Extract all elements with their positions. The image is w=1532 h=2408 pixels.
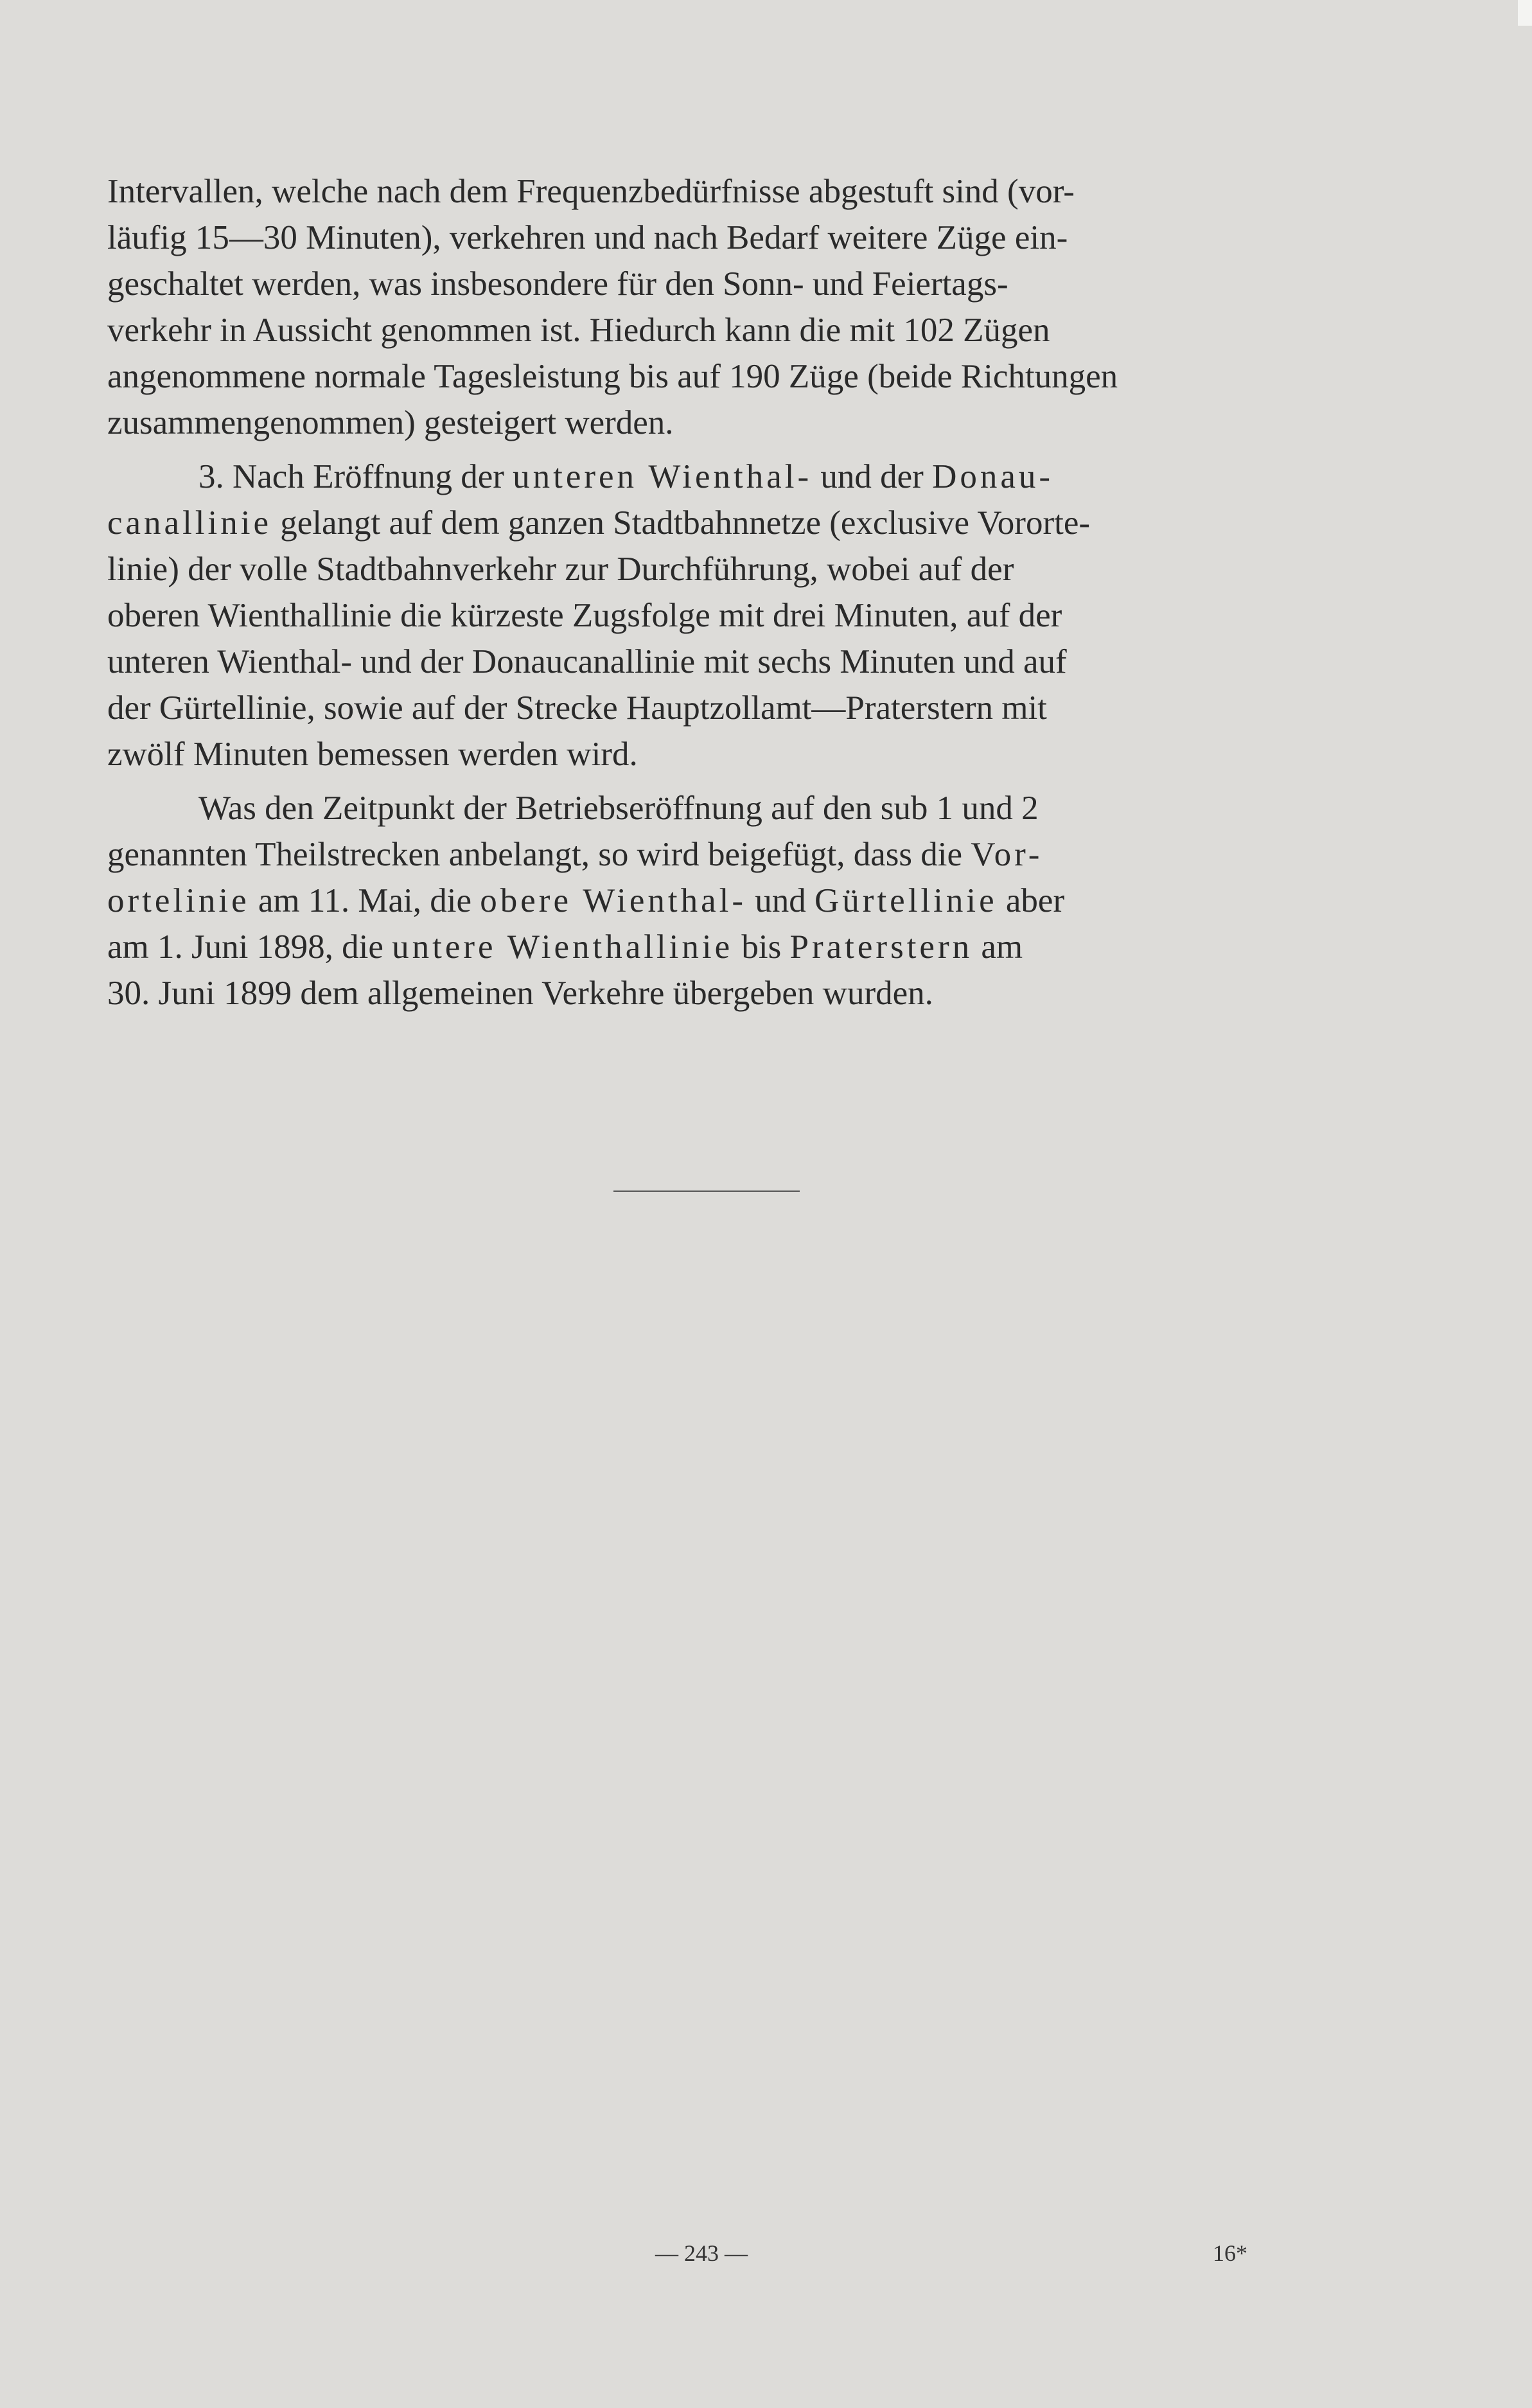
p2-text: gelangt auf dem ganzen Stadtbahnnetze (exclusive Vororte- bbox=[272, 504, 1090, 542]
p3-text: am 11. Mai, die bbox=[249, 882, 480, 919]
paragraph-3-line-4 bbox=[107, 924, 1304, 970]
paragraph-2-line-6: der Gürtellinie, sowie auf der Strecke Hauptzollamt—Praterstern mit bbox=[107, 689, 1047, 727]
paragraph-2-line-1 bbox=[107, 454, 1304, 500]
paragraph-3-line-1: Was den Zeitpunkt der Betriebseröffnung auf den sub 1 und 2 bbox=[198, 790, 1039, 827]
paragraph-1-line-4: verkehr in Aussicht genommen ist. Hiedurch kann die mit 102 Zügen bbox=[107, 312, 1050, 349]
p3-text: am bbox=[973, 928, 1023, 966]
paragraph-1-line-1: Intervallen, welche nach dem Frequenzbedürfnisse abgestuft sind (vor- bbox=[107, 173, 1075, 210]
body-text bbox=[107, 168, 1304, 1016]
p3-spaced-term: untere Wienthallinie bbox=[392, 928, 734, 966]
section-divider-rule bbox=[613, 1191, 800, 1192]
p3-text: aber bbox=[997, 882, 1065, 919]
paragraph-1-line-3: geschaltet werden, was insbesondere für den Sonn- und Feiertags- bbox=[107, 265, 1008, 303]
paragraph-2-line-5: unteren Wienthal- und der Donaucanallinie mit sechs Minuten und auf bbox=[107, 643, 1067, 680]
paragraph-1-line-2: läufig 15—30 Minuten), verkehren und nach Bedarf weitere Züge ein- bbox=[107, 219, 1068, 256]
signature-mark: 16* bbox=[1213, 2240, 1247, 2266]
p2-text: 3. Nach Eröffnung der bbox=[198, 458, 513, 495]
p2-spaced-term: unteren Wienthal- bbox=[513, 458, 813, 495]
paragraph-1-line-5: angenommene normale Tagesleistung bis auf 190 Züge (beide Richtungen bbox=[107, 358, 1118, 395]
p2-spaced-term: canallinie bbox=[107, 504, 272, 542]
p3-spaced-term: Praterstern bbox=[789, 928, 973, 966]
p3-spaced-term: ortelinie bbox=[107, 882, 250, 919]
page-number: — 243 — bbox=[655, 2240, 748, 2266]
page-edge-mark bbox=[1518, 0, 1532, 26]
paragraph-3-line-5: 30. Juni 1899 dem allgemeinen Verkehre übergeben wurden. bbox=[107, 975, 933, 1012]
paragraph-3-line-2 bbox=[107, 831, 1304, 878]
p3-spaced-term: Gürtellinie bbox=[814, 882, 998, 919]
paragraph-2-line-3: linie) der volle Stadtbahnverkehr zur Durchführung, wobei auf der bbox=[107, 551, 1014, 588]
paragraph-2-line-7: zwölf Minuten bemessen werden wird. bbox=[107, 736, 638, 773]
p3-spaced-term: Vor- bbox=[971, 836, 1043, 873]
p3-text: bis bbox=[733, 928, 790, 966]
p3-text: genannten Theilstrecken anbelangt, so wird beigefügt, dass die bbox=[107, 836, 971, 873]
p2-text: und der bbox=[812, 458, 933, 495]
p2-spaced-term: Donau- bbox=[932, 458, 1054, 495]
paragraph-1-line-6: zusammengenommen) gesteigert werden. bbox=[107, 404, 674, 441]
p3-text: und bbox=[746, 882, 815, 919]
paragraph-2-line-2 bbox=[107, 500, 1304, 546]
p3-spaced-term: obere Wienthal- bbox=[480, 882, 747, 919]
paragraph-3-line-3 bbox=[107, 878, 1304, 924]
p3-text: am 1. Juni 1898, die bbox=[107, 928, 392, 966]
paragraph-2-line-4: oberen Wienthallinie die kürzeste Zugsfolge mit drei Minuten, auf der bbox=[107, 597, 1062, 634]
